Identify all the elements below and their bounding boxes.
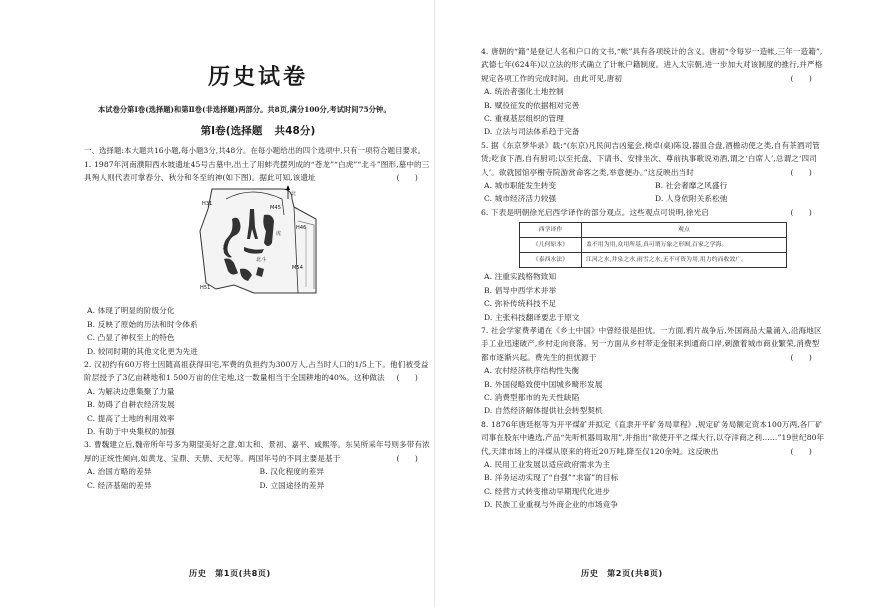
question-stem (481, 418, 826, 458)
option-b: B. 反映了原始的历法和时令体系 (87, 319, 198, 329)
question-2 (84, 358, 432, 438)
question-8 (481, 418, 826, 512)
figure-label-h31: H31 (202, 201, 213, 208)
option-b: B. 倡导中西学术并举 (484, 285, 557, 295)
option-d: D. 自然经济解体提供社会转型契机 (484, 406, 603, 416)
figure-label-m54: M54 (292, 265, 303, 272)
table-header-cell: 西学译作 (520, 223, 582, 238)
question-stem (481, 324, 826, 364)
question-stem (84, 158, 432, 185)
table-header-cell: 观点 (582, 223, 787, 238)
option-a: A. 民用工业发展以适应政府需求为主 (484, 459, 611, 469)
option-a: A. 为解决边患集聚了力量 (87, 386, 175, 396)
figure-label-dipper: 北斗 (256, 257, 267, 264)
exam-intro: 本试卷分第Ⅰ卷(选择题)和第Ⅱ卷(非选择题)两部分。共8页,满分100分,考试时间75分钟。 (98, 105, 391, 114)
page-2-column (481, 45, 826, 512)
question-stem (481, 45, 826, 85)
option-c: C. 弥补传统科技不足 (484, 299, 557, 309)
option-d: D. 人身依附关系松弛 (655, 194, 728, 204)
option-d: D. 立国途径的差异 (259, 480, 325, 490)
question-1 (84, 158, 432, 358)
option-a: A. 统治者强化土地控制 (484, 87, 564, 97)
option-b: B. 赋役征发的依据相对完善 (484, 100, 580, 110)
question-4-text: 4. 唐朝的“籍”是登记人名和户口的文书,“帐”具有各项统计的含义。唐初“令每岁一造帐,三年一造籍”,武德七年(624年)以立法的形式确立了计帐户籍制度。进入太宗朝,进一步加大对该制度的推行,并严格规定各项工作的完成时间。由此可见,唐初 (481, 47, 823, 83)
option-a: A. 城市职能发生转变 (484, 181, 557, 191)
option-a: A. 注重实践格物致知 (484, 272, 557, 282)
table-row (520, 253, 787, 268)
option-b: B. 洋务运动实现了“自强”“求富”的目标 (484, 473, 619, 483)
answer-paren: ( ) (790, 73, 812, 83)
option-d: D. 有助于中央集权的加强 (87, 427, 175, 437)
tomb-diagram-image (194, 185, 326, 298)
table-cell: 《几何原本》 (520, 238, 582, 253)
option-d: D. 民族工业重视与外商企业的市场竞争 (484, 500, 619, 510)
answer-paren: ( ) (790, 207, 812, 217)
exam-title: 历史试卷 (207, 65, 308, 90)
table-cell: 《泰西水法》 (520, 253, 582, 268)
answer-paren: ( ) (790, 446, 812, 456)
option-a: A. 体现了明显的阶级分化 (87, 306, 175, 316)
section-title-score: 共48分) (274, 125, 316, 138)
question-8-text: 8. 1876年唐廷枢等为开平煤矿并拟定《直隶开平矿务局章程》,规定矿务局额定资本100万两,各厂矿司事在股东中遴选,产品“先听机器局取用”,并指出“欲使开平之煤大行,以夺洋商之利……”19世纪80年代,天津市场上的洋煤从原来的将近20万吨,降至仅120余吨。这反映出 (481, 419, 825, 456)
figure-label-north: 北 (291, 191, 297, 198)
option-c: C. 经济基础的差异 (87, 480, 152, 490)
option-d: D. 较同时期的其他文化更为先进 (87, 346, 198, 356)
options-grid (84, 465, 432, 492)
section-title (84, 122, 432, 140)
answer-paren: ( ) (396, 173, 418, 183)
question-5-text: 5. 据《东京梦华录》载:“(东京)凡民间吉凶筵会,椅卓(桌)陈设,器皿合盘,酒檐动使之类,自有茶酒司管赁;吃食下酒,自有厨司;以至托盘、下请书、安排坐次、尊前执事歌说劝酒,谓之‘白席人’,总谓之‘四司人’。欲就园馆亭榭寺院游赏命客之类,举意便办。”这反映出当时 (481, 140, 820, 177)
tomb-figure (194, 185, 326, 298)
option-c: C. 凸显了神权至上的特色 (87, 333, 175, 343)
table-row (520, 238, 787, 253)
question-5 (481, 139, 826, 206)
figure-label-h51: H51 (200, 285, 211, 292)
figure-label-m45: M45 (270, 205, 281, 212)
option-c: C. 提高了土地的利用效率 (87, 413, 175, 423)
question-7-text: 7. 社会学家费孝通在《乡土中国》中曾经很是担忧。一方面,鸦片战争后,外国商品大量涌入,沿海地区手工业迅速破产,乡村走向衰落。另一方面从乡村带走金银来到通商口岸,刺激着城市商业繁荣,消费型都市逐渐兴起。费先生的担忧源于 (481, 325, 822, 362)
figure-label-dragon: 龙 (222, 245, 228, 252)
question-stem (84, 358, 432, 385)
page-1-column (84, 64, 432, 492)
figure-label-tiger: 虎 (276, 231, 282, 238)
option-b: B. 妨碍了自耕农经济发展 (87, 400, 175, 410)
answer-paren: ( ) (396, 453, 418, 463)
question-stem (481, 206, 826, 219)
option-a: A. 农村经济秩序结构性失衡 (484, 366, 580, 376)
options-grid (481, 179, 826, 206)
option-c: C. 重视基层组织的管理 (484, 114, 564, 124)
section-title-main: 第Ⅰ卷(选择题 (200, 125, 263, 138)
page-footer-right: 历史 第2页(共8页) (581, 568, 663, 578)
table-cell: 江河之水,井泉之水,雨雪之水,无不可资为用,用力约而收效广。 (582, 253, 787, 268)
option-b: B. 汉化程度的差异 (259, 467, 325, 477)
table-header-row (520, 223, 787, 238)
question-3-text: 3. 曹魏建立后,魏帝所年号多为期望美好之意,如太和、景初、嘉平、咸熙等。东吴所采年号则多带有浓厚的正统性倾向,如黄龙、宝鼎、天册、天纪等。两国年号的不同主要是基于 (84, 440, 430, 463)
option-c: C. 经营方式转变推动早期现代化进步 (484, 486, 611, 496)
option-d: D. 主张科技翻译要忠于原文 (484, 312, 580, 322)
translations-table (519, 222, 787, 268)
question-stem (84, 438, 432, 465)
question-stem (481, 139, 826, 179)
table-cell: 盖不用为用,众用所基,真可谓万象之形囿,百家之学海。 (582, 238, 787, 253)
question-1-text: 1. 1987年河南濮阳西水坡遗址45号古墓中,出土了用蚌壳摆列成的“苍龙”“白虎”“北斗”图形,墓中的三具殉人则代表可掌春分、秋分和冬至的神(如下图)。据此可知,该遗址 (84, 159, 430, 183)
answer-paren: ( ) (790, 167, 812, 177)
option-b: B. 外国侵略致使中国城乡畸形发展 (484, 379, 603, 389)
question-6-text: 6. 下表是明朝徐光启西学译作的部分观点。这些观点可说明,徐光启 (481, 207, 709, 217)
question-3 (84, 438, 432, 492)
answer-paren: ( ) (396, 373, 418, 383)
question-7 (481, 324, 826, 418)
option-d: D. 立法与司法体系趋于完备 (484, 127, 580, 137)
answer-paren: ( ) (790, 352, 812, 362)
question-4 (481, 45, 826, 139)
option-b: B. 社会奢靡之风盛行 (655, 181, 728, 191)
question-6 (481, 206, 826, 324)
question-2-text: 2. 汉初约有60万将士因随高祖获得田宅,军费的负担约为300万人,占当时人口的1/5上下。他们被受益阶层授予了3亿亩耕地和1 500万亩的住宅地,这一数量相当于全国耕地的40%。这种做法 (84, 360, 429, 383)
page-footer-left: 历史 第1页(共8页) (189, 568, 271, 578)
figure-label-h46: H46 (296, 225, 307, 232)
section-instructions: 一、选择题:本大题共16小题,每小题3分,共48分。在每小题给出的四个选项中,只有一项符合题目要求。 (84, 146, 426, 156)
option-c: C. 消费型都市的先天性缺陷 (484, 392, 580, 402)
option-c: C. 城市经济活力较强 (484, 194, 557, 204)
option-a: A. 治国方略的差异 (87, 467, 152, 477)
